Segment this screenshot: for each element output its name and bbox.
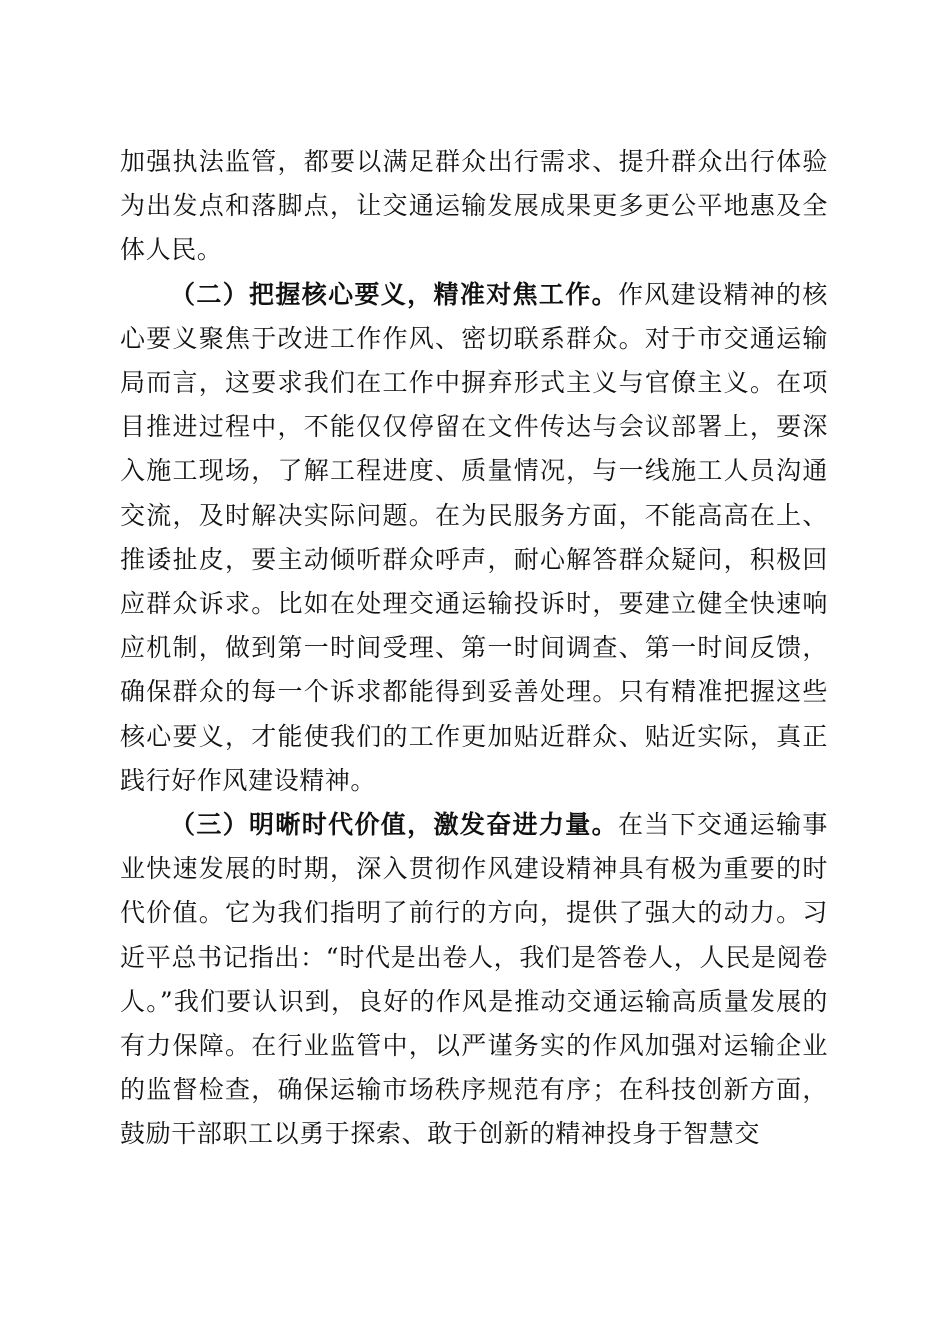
paragraph-body: 在当下交通运输事业快速发展的时期，深入贯彻作风建设精神具有极为重要的时代价值。它为我们指明了前行的方向，提供了强大的动力。习近平总书记指出：“时代是出卷人，我们是答卷人，人民是阅卷人。”我们要认识到，良好的作风是推动交通运输高质量发展的有力保障。在行业监管中，以严谨务实的作风加强对运输企业的监督检查，确保运输市场秩序规范有序；在科技创新方面，鼓励干部职工以勇于探索、敢于创新的精神投身于智慧交 [120,810,828,1149]
paragraph-section-2 [120,273,828,803]
document-page [120,140,828,1157]
section-heading: （三）明晰时代价值，激发奋进力量。 [170,810,618,840]
paragraph-section-3 [120,803,828,1157]
paragraph-body: 作风建设精神的核心要义聚焦于改进工作作风、密切联系群众。对于市交通运输局而言，这要求我们在工作中摒弃形式主义与官僚主义。在项目推进过程中，不能仅仅停留在文件传达与会议部署上，要深入施工现场，了解工程进度、质量情况，与一线施工人员沟通交流，及时解决实际问题。在为民服务方面，不能高高在上、推诿扯皮，要主动倾听群众呼声，耐心解答群众疑问，积极回应群众诉求。比如在处理交通运输投诉时，要建立健全快速响应机制，做到第一时间受理、第一时间调查、第一时间反馈，确保群众的每一个诉求都能得到妥善处理。只有精准把握这些核心要义，才能使我们的工作更加贴近群众、贴近实际，真正践行好作风建设精神。 [120,279,828,795]
paragraph-body: 加强执法监管，都要以满足群众出行需求、提升群众出行体验为出发点和落脚点，让交通运输发展成果更多更公平地惠及全体人民。 [120,147,828,265]
paragraph-continuation [120,140,828,273]
section-heading: （二）把握核心要义，精准对焦工作。 [170,279,618,309]
